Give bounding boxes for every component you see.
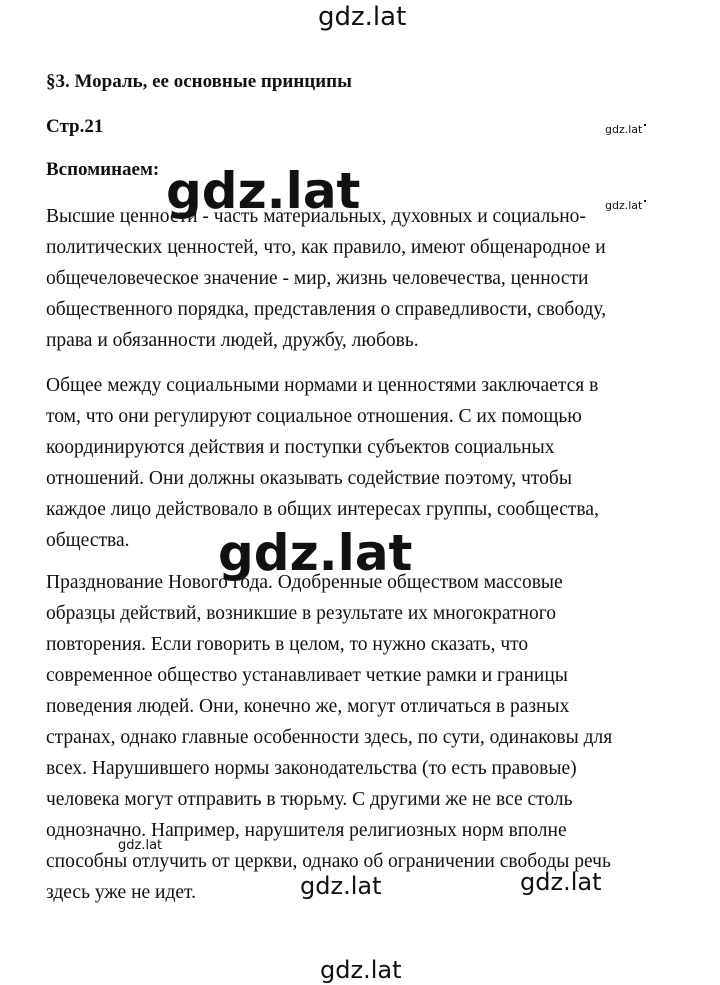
watermark-medium: gdz.lat (520, 868, 602, 896)
text-line: Общее между социальными нормами и ценностями заключается в (46, 375, 599, 396)
text-line: поведения людей. Они, конечно же, могут отличаться в разных (46, 696, 570, 717)
text-line: координируются действия и поступки субъектов социальных (46, 437, 555, 458)
watermark-large: gdz.lat (166, 162, 361, 220)
text-line: здесь уже не идет. (46, 882, 196, 903)
text-line: общества. (46, 530, 130, 551)
text-line: всех. Нарушившего нормы законодательства (то есть правовые) (46, 758, 577, 779)
text-line: каждое лицо действовало в общих интересах группы, сообщества, (46, 499, 599, 520)
text-line: странах, однако главные особенности здесь, по сути, одинаковы для (46, 727, 613, 748)
watermark-medium: gdz.lat (300, 872, 382, 900)
watermark-large: gdz.lat (218, 524, 413, 582)
text-line: однозначно. Например, нарушителя религиозных норм вполне (46, 820, 567, 841)
text-line: общественного порядка, представления о справедливости, свободу, (46, 299, 607, 320)
watermark-small: gdz.lat (118, 838, 163, 853)
text-line: права и обязанности людей, дружбу, любовь. (46, 330, 419, 351)
text-line: образцы действий, возникшие в результате их многократного (46, 603, 557, 624)
text-line: отношений. Они должны оказывать содействие поэтому, чтобы (46, 468, 572, 489)
page-label: Стр.21 (46, 116, 104, 137)
text-line: Празднование Нового года. Одобренные обществом массовые (46, 572, 563, 593)
paragraph-3 (46, 567, 676, 908)
text-line: политических ценностей, что, как правило, имеют общенародное и (46, 237, 606, 258)
watermark-small: gdz.lat (605, 200, 646, 211)
watermark-top: gdz.lat (318, 2, 407, 32)
text-line: Высшие ценности - часть материальных, духовных и социально- (46, 206, 586, 227)
section-title: §3. Мораль, ее основные принципы (46, 71, 352, 92)
recall-heading: Вспоминаем: (46, 159, 160, 180)
paragraph-1 (46, 201, 676, 356)
text-line: современное общество устанавливает четкие рамки и границы (46, 665, 568, 686)
text-line: способны отлучить от церкви, однако об ограничении свободы речь (46, 851, 611, 872)
text-line: человека могут отправить в тюрьму. С другими же не все столь (46, 789, 573, 810)
text-line: том, что они регулируют социальное отношения. С их помощью (46, 406, 582, 427)
watermark-bottom: gdz.lat (320, 956, 402, 984)
text-line: повторения. Если говорить в целом, то нужно сказать, что (46, 634, 529, 655)
text-line: общечеловеческое значение - мир, жизнь человечества, ценности (46, 268, 589, 289)
watermark-small: gdz.lat (605, 124, 646, 135)
